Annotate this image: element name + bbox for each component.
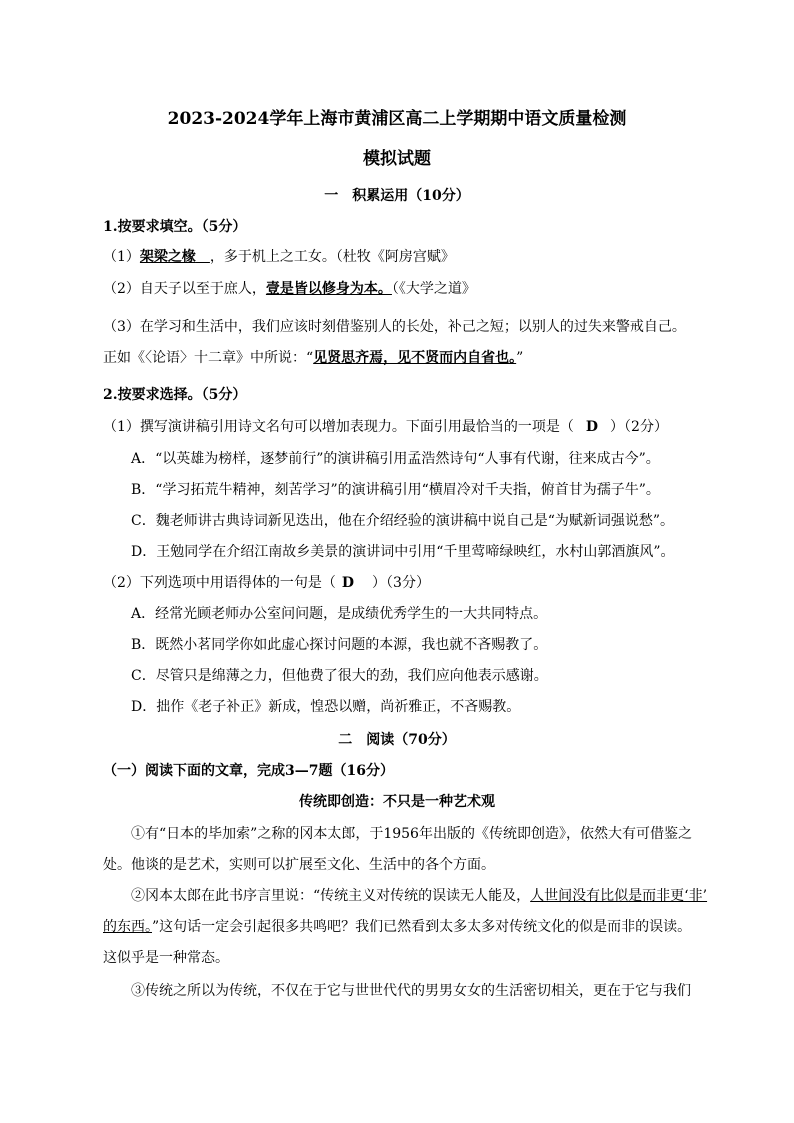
paragraph-text: ”这句话一定会引起很多共鸣吧？我们已然看到太多太多对传统文化的似是而非的误读。	[152, 919, 692, 935]
question-1-heading: 1.按要求填空。（5分）	[103, 219, 247, 235]
part-text: 正如《〈论语〉十二章》中所说：“	[103, 350, 314, 366]
option-a: A．“以英雄为榜样，逐梦前行”的演讲稿引用孟浩然诗句“人事有代谢，往来成古今”。	[131, 451, 660, 467]
question-2-stem-2	[103, 573, 430, 593]
document-title: 2023-2024学年上海市黄浦区高二上学期期中语文质量检测	[167, 109, 627, 129]
paragraph-1-line-1: ①有“日本的毕加索”之称的冈本太郎，于1956年出版的《传统即创造》，依然大有可借鉴之	[131, 826, 692, 842]
blank-padding	[196, 249, 210, 265]
stem-score: ）（2分）	[610, 419, 668, 435]
option-b: B．既然小茗同学你如此虚心探讨问题的本源，我也就不吝赐教了。	[131, 637, 548, 653]
option-c: C．尽管只是绵薄之力，但他费了很大的劲，我们应向他表示感谢。	[131, 668, 548, 684]
section-heading-1: 一 积累运用（10分）	[324, 188, 470, 204]
option-b: B．“学习拓荒牛精神，刻苦学习”的演讲稿引用“横眉冷对千夫指，俯首甘为孺子牛”。	[131, 482, 660, 498]
paragraph-2-line-2	[103, 917, 691, 937]
part-text: ，多于机上之工女。（杜牧《阿房宫赋》	[209, 249, 455, 265]
closing-quote: ”	[516, 350, 524, 366]
paragraph-2-line-3: 这似乎是一种常态。	[103, 950, 229, 966]
underlined-quote: 的东西。	[103, 919, 152, 935]
question-1-part-2	[103, 279, 476, 299]
answer-text: 见贤思齐焉，见不贤而内自省也。	[313, 350, 517, 366]
article-title: 传统即创造：不只是一种艺术观	[299, 794, 495, 810]
selected-answer: D	[341, 575, 355, 591]
document-subtitle: 模拟试题	[363, 149, 431, 169]
paragraph-2-line-1	[131, 886, 707, 906]
part-source: （《大学之道》	[391, 281, 476, 297]
stem-score: ）（3分）	[372, 575, 430, 591]
paragraph-text: ②冈本太郎在此书序言里说：“传统主义对传统的误读无人能及，	[131, 888, 531, 904]
option-c: C．魏老师讲古典诗词新见迭出，他在介绍经验的演讲稿中说自己是“为赋新词强说愁”。	[131, 513, 675, 529]
option-a: A．经常光顾老师办公室问问题，是成绩优秀学生的一大共同特点。	[131, 606, 548, 622]
option-d: D．王勉同学在介绍江南故乡美景的演讲词中引用“千里莺啼绿映红，水村山郭酒旗风”。	[131, 544, 675, 560]
stem-text: （2）下列选项中用语得体的一句是（	[103, 575, 336, 591]
answer-blank: 架梁之椽	[139, 249, 196, 265]
section-heading-2: 二 阅读（70分）	[338, 732, 456, 748]
paragraph-3-line-1: ③传统之所以为传统，不仅在于它与世世代代的男男女女的生活密切相关，更在于它与我们	[131, 983, 691, 999]
option-d: D．拙作《老子补正》新成，惶恐以赠，尚祈雅正，不吝赐教。	[131, 699, 521, 715]
question-1-part-3-line2	[103, 348, 523, 368]
part-text: （2）自天子以至于庶人，	[103, 281, 266, 297]
question-2-heading: 2.按要求选择。（5分）	[103, 387, 247, 403]
answer-text: 壹是皆以修身为本。	[265, 281, 392, 297]
question-1-part-3-line1: （3）在学习和生活中，我们应该时刻借鉴别人的长处，补己之短；以别人的过失来警戒自己。	[103, 319, 686, 335]
question-1-part-1	[103, 247, 455, 267]
underlined-quote: 人世间没有比似是而非更‘非’	[530, 888, 708, 904]
stem-text: （1）撰写演讲稿引用诗文名句可以增加表现力。下面引用最恰当的一项是（	[103, 419, 574, 435]
reading-heading: （一）阅读下面的文章，完成3—7题（16分）	[103, 763, 394, 779]
paragraph-1-line-2: 处。他谈的是艺术，实则可以扩展至文化、生活中的各个方面。	[103, 857, 495, 873]
part-number: （1）	[103, 249, 140, 265]
question-2-stem-1	[103, 417, 668, 437]
selected-answer: D	[585, 419, 599, 435]
